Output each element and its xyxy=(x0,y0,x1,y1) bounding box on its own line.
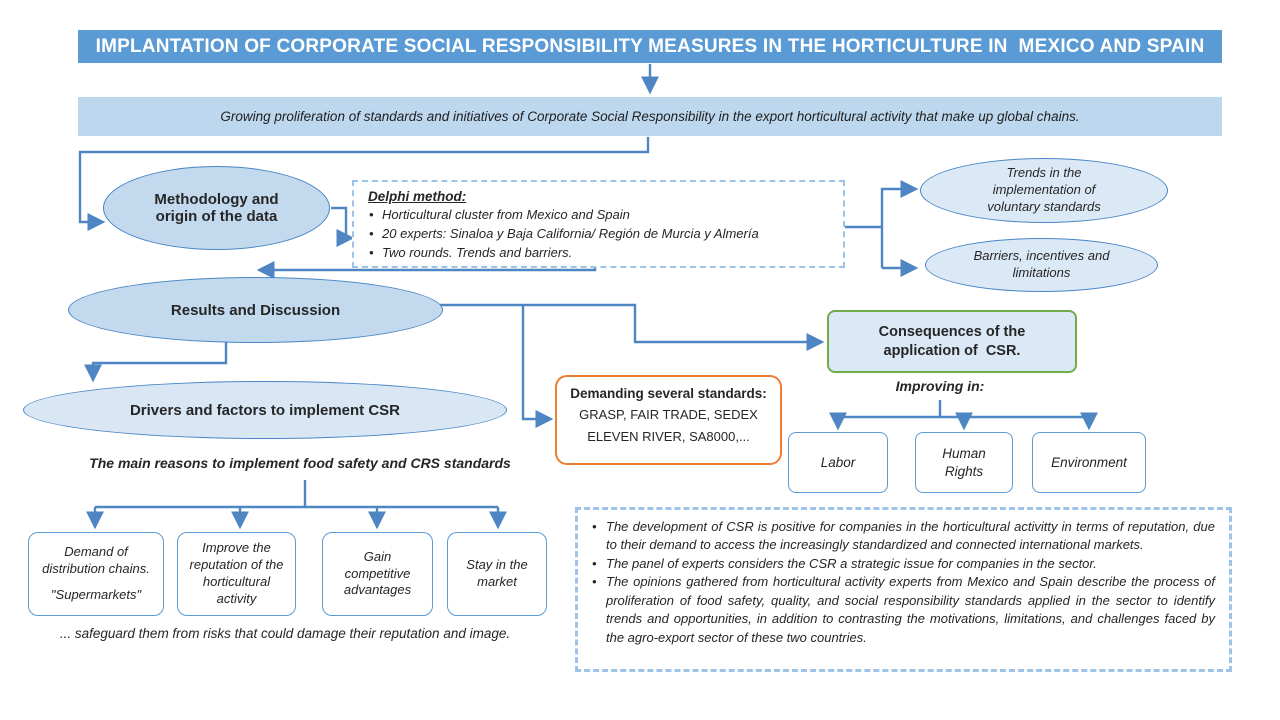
trends-ellipse: Trends in the implementation of voluntary standards xyxy=(920,158,1168,223)
barriers-ellipse: Barriers, incentives and limitations xyxy=(925,238,1158,292)
delphi-bullet: • Horticultural cluster from Mexico and Spain xyxy=(368,206,831,225)
findings-bullet: • The development of CSR is positive for companies in the horticultural activitty in terms of reputation, due to their demand to access the increasingly standardized and connected international markets. xyxy=(588,518,1215,555)
results-ellipse: Results and Discussion xyxy=(68,277,443,343)
demanding-standards-box xyxy=(555,375,782,465)
findings-bullet: • The opinions gathered from horticultural activity experts from Mexico and Spain describe the process of proliferation of food safety, quality, and social responsibility standards applied in the sector to identify trends and opportunities, in addition to contrasting the motivations, limitations, and challenges faced by the agro-export sector of these two countries. xyxy=(588,573,1215,647)
findings-bullet-list xyxy=(588,518,1215,647)
reason-box-stay-in-market: Stay in the market xyxy=(447,532,547,616)
demanding-heading: Demanding several standards: xyxy=(570,386,767,401)
reason-line: Demand of distribution chains. xyxy=(42,544,150,577)
delphi-bullet: • 20 experts: Sinaloa y Baja California/ Región de Murcia y Almería xyxy=(368,225,831,244)
findings-bullet: • The panel of experts considers the CSR a strategic issue for companies in the sector. xyxy=(588,555,1215,573)
drivers-ellipse: Drivers and factors to implement CSR xyxy=(23,381,507,439)
reasons-heading: The main reasons to implement food safety and CRS standards xyxy=(89,455,511,471)
reason-line: "Supermarkets" xyxy=(50,586,142,602)
demanding-line: ELEVEN RIVER, SA8000,... xyxy=(587,429,750,444)
safeguard-note: ... safeguard them from risks that could damage their reputation and image. xyxy=(59,626,511,641)
methodology-ellipse: Methodology and origin of the data xyxy=(103,166,330,250)
demanding-line: GRASP, FAIR TRADE, SEDEX xyxy=(579,407,758,422)
delphi-bullet-list xyxy=(368,206,831,263)
improving-label: Improving in: xyxy=(895,378,985,394)
premise-band: Growing proliferation of standards and initiatives of Corporate Social Responsibility in the export horticultural activity that make up global chains. xyxy=(78,97,1222,136)
consequences-box: Consequences of the application of CSR. xyxy=(827,310,1077,373)
labor-box: Labor xyxy=(788,432,888,493)
environment-box: Environment xyxy=(1032,432,1146,493)
reason-box-competitive-advantages: Gain competitive advantages xyxy=(322,532,433,616)
reason-box-distribution-chains xyxy=(28,532,164,616)
human-rights-box: Human Rights xyxy=(915,432,1013,493)
reason-box-reputation: Improve the reputation of the horticultural activity xyxy=(177,532,296,616)
delphi-method-box xyxy=(352,180,845,268)
delphi-bullet: • Two rounds. Trends and barriers. xyxy=(368,244,831,263)
findings-box xyxy=(575,507,1232,672)
title-banner: IMPLANTATION OF CORPORATE SOCIAL RESPONSIBILITY MEASURES IN THE HORTICULTURE IN MEXICO AND SPAIN xyxy=(78,30,1222,63)
delphi-heading: Delphi method: xyxy=(368,189,467,204)
